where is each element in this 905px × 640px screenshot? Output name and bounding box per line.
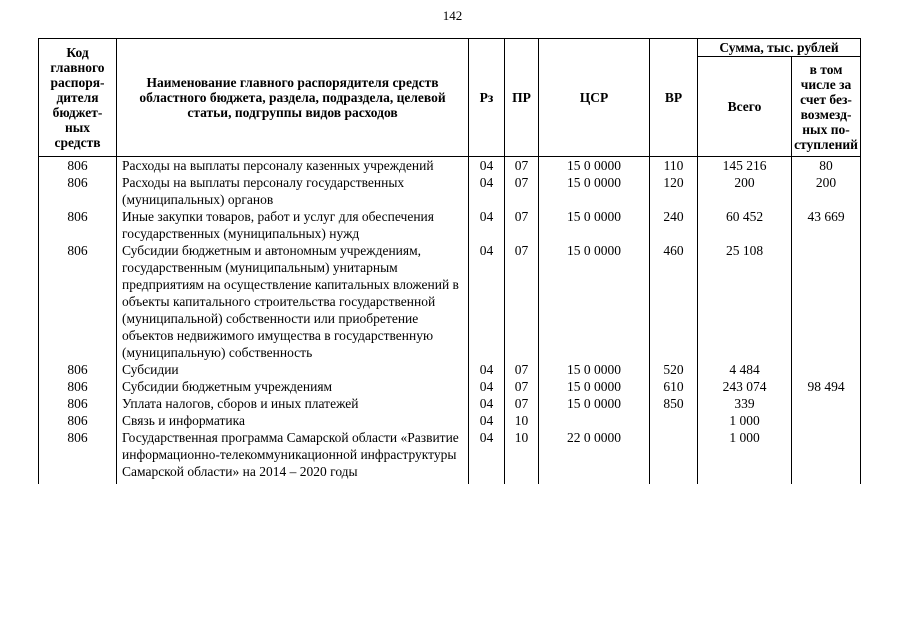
- table-row: [39, 157, 861, 175]
- cell-rz: 04: [469, 429, 505, 484]
- cell-incl: [792, 429, 861, 484]
- cell-csr: 15 0 0000: [539, 208, 650, 242]
- cell-incl: [792, 242, 861, 361]
- cell-csr: 15 0 0000: [539, 361, 650, 378]
- cell-csr: 15 0 0000: [539, 378, 650, 395]
- cell-vr: 520: [650, 361, 698, 378]
- cell-pr: 10: [505, 412, 539, 429]
- cell-csr: 15 0 0000: [539, 174, 650, 208]
- cell-total: 339: [698, 395, 792, 412]
- table-row: [39, 378, 861, 395]
- table-header: [39, 39, 861, 157]
- cell-incl: 98 494: [792, 378, 861, 395]
- cell-rz: 04: [469, 395, 505, 412]
- cell-incl: [792, 395, 861, 412]
- budget-table: [38, 38, 861, 484]
- cell-vr: [650, 412, 698, 429]
- cell-total: 25 108: [698, 242, 792, 361]
- cell-rz: 04: [469, 412, 505, 429]
- cell-code: 806: [39, 208, 117, 242]
- cell-rz: 04: [469, 174, 505, 208]
- cell-pr: 07: [505, 395, 539, 412]
- cell-code: 806: [39, 378, 117, 395]
- cell-name: Государственная программа Самарской области «Развитие информационно-телекоммуникационной инфраструктуры Самарской области» на 2014 – 2020 годы: [117, 429, 469, 484]
- header-incl: в том числе за счет без-возмезд-ных по-ступлений: [792, 57, 861, 157]
- cell-name: Связь и информатика: [117, 412, 469, 429]
- cell-csr: [539, 412, 650, 429]
- cell-csr: 15 0 0000: [539, 395, 650, 412]
- header-total: Всего: [698, 57, 792, 157]
- cell-incl: [792, 361, 861, 378]
- cell-pr: 07: [505, 378, 539, 395]
- cell-pr: 07: [505, 242, 539, 361]
- cell-rz: 04: [469, 208, 505, 242]
- cell-csr: 15 0 0000: [539, 242, 650, 361]
- table-row: [39, 395, 861, 412]
- cell-pr: 07: [505, 361, 539, 378]
- cell-rz: 04: [469, 157, 505, 175]
- cell-vr: 460: [650, 242, 698, 361]
- cell-name: Субсидии: [117, 361, 469, 378]
- header-code: Код главного распоря-дителя бюджет-ных средств: [39, 39, 117, 157]
- cell-total: 60 452: [698, 208, 792, 242]
- cell-rz: 04: [469, 242, 505, 361]
- cell-total: 145 216: [698, 157, 792, 175]
- cell-name: Расходы на выплаты персоналу государственных (муниципальных) органов: [117, 174, 469, 208]
- cell-total: 4 484: [698, 361, 792, 378]
- cell-name: Уплата налогов, сборов и иных платежей: [117, 395, 469, 412]
- cell-pr: 10: [505, 429, 539, 484]
- header-csr: ЦСР: [539, 39, 650, 157]
- cell-total: 1 000: [698, 429, 792, 484]
- header-rz: Рз: [469, 39, 505, 157]
- cell-pr: 07: [505, 208, 539, 242]
- cell-csr: 22 0 0000: [539, 429, 650, 484]
- cell-code: 806: [39, 395, 117, 412]
- cell-csr: 15 0 0000: [539, 157, 650, 175]
- cell-vr: 240: [650, 208, 698, 242]
- cell-total: 243 074: [698, 378, 792, 395]
- cell-pr: 07: [505, 174, 539, 208]
- cell-rz: 04: [469, 378, 505, 395]
- cell-pr: 07: [505, 157, 539, 175]
- header-sum: Сумма, тыс. рублей: [698, 39, 861, 57]
- cell-vr: 120: [650, 174, 698, 208]
- cell-code: 806: [39, 157, 117, 175]
- header-pr: ПР: [505, 39, 539, 157]
- cell-incl: 43 669: [792, 208, 861, 242]
- cell-name: Расходы на выплаты персоналу казенных учреждений: [117, 157, 469, 175]
- table-row: [39, 429, 861, 484]
- table-row: [39, 361, 861, 378]
- cell-code: 806: [39, 174, 117, 208]
- cell-incl: [792, 412, 861, 429]
- header-vr: ВР: [650, 39, 698, 157]
- cell-vr: 610: [650, 378, 698, 395]
- table-row: [39, 174, 861, 208]
- cell-incl: 200: [792, 174, 861, 208]
- cell-vr: 110: [650, 157, 698, 175]
- cell-name: Субсидии бюджетным и автономным учреждениям, государственным (муниципальным) унитарным предприятиям на осуществление капитальных вложений в объекты капитального строительства государственной (муниципальной) собственности или приобретение объектов недвижимого имущества в государственную (муниципальную) собственность: [117, 242, 469, 361]
- cell-incl: 80: [792, 157, 861, 175]
- table-body: [39, 157, 861, 485]
- table-row: [39, 208, 861, 242]
- page-number: 142: [442, 8, 463, 23]
- cell-code: 806: [39, 242, 117, 361]
- cell-name: Иные закупки товаров, работ и услуг для обеспечения государственных (муниципальных) нужд: [117, 208, 469, 242]
- cell-rz: 04: [469, 361, 505, 378]
- cell-vr: [650, 429, 698, 484]
- cell-vr: 850: [650, 395, 698, 412]
- table-row: [39, 242, 861, 361]
- header-name: Наименование главного распорядителя средств областного бюджета, раздела, подраздела, целевой статьи, подгруппы видов расходов: [117, 39, 469, 157]
- cell-code: 806: [39, 429, 117, 484]
- cell-total: 1 000: [698, 412, 792, 429]
- cell-code: 806: [39, 412, 117, 429]
- table-row: [39, 412, 861, 429]
- cell-name: Субсидии бюджетным учреждениям: [117, 378, 469, 395]
- cell-total: 200: [698, 174, 792, 208]
- cell-code: 806: [39, 361, 117, 378]
